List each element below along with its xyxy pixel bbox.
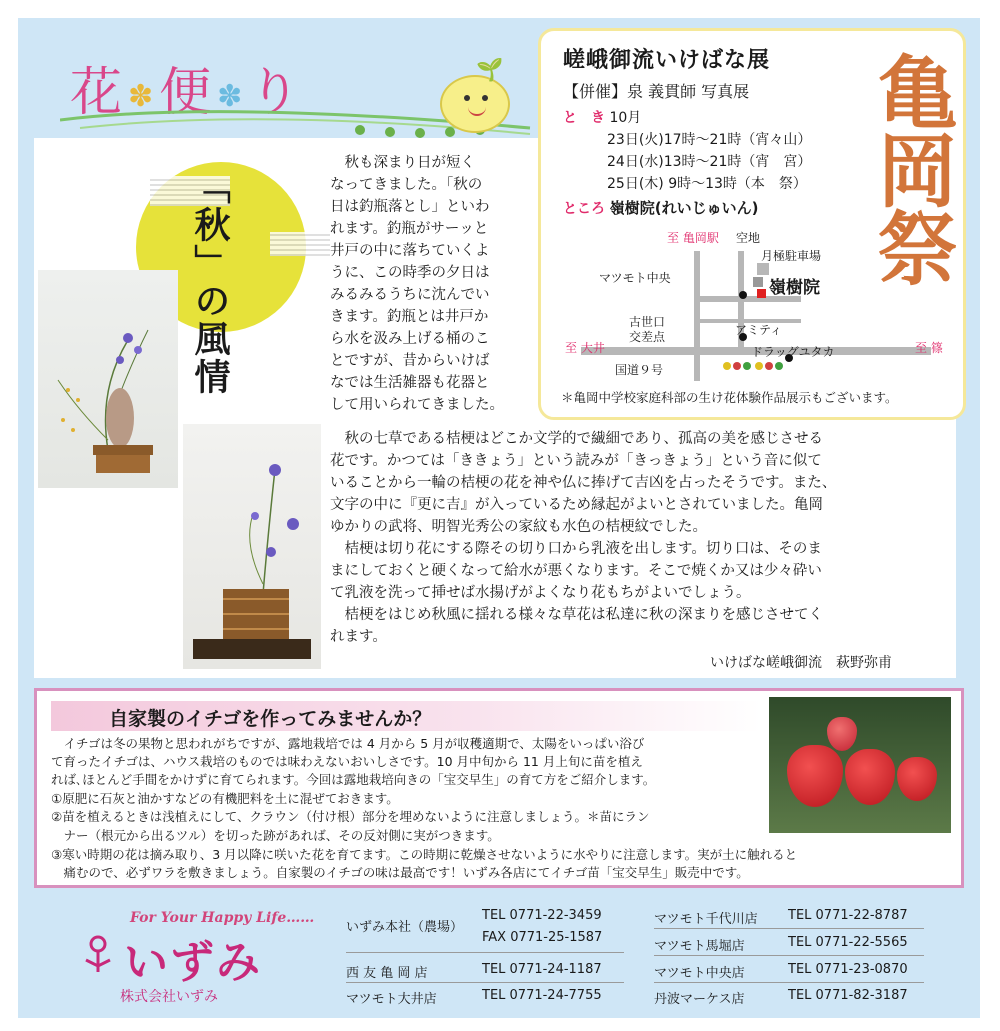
shop-tel: TEL 0771-24-7755 bbox=[482, 988, 602, 1003]
title-char-1: 花 bbox=[70, 63, 129, 123]
strawberry-line: て育ったイチゴは、ハウス栽培のものでは味わえないおいしさです。10 月中旬から 11 月上旬に苗を植え bbox=[51, 754, 643, 769]
article-line: 桔梗をはじめ秋風に揺れる様々な草花は私達に秋の深まりを感じさせてく bbox=[330, 607, 823, 623]
flower-star-icon: ✽ bbox=[128, 79, 160, 114]
strawberry-line: ①原肥に石灰と油かすなどの有機肥料を土に混ぜておきます。 bbox=[51, 791, 399, 806]
map-parking-label: 月極駐車場 bbox=[761, 249, 822, 263]
title-char-3: り bbox=[248, 63, 307, 123]
map-crossing-label: 交差点 bbox=[629, 330, 666, 344]
article-line: なでは生活雑器も花器と bbox=[330, 375, 490, 391]
shop-tel: TEL 0771-22-5565 bbox=[788, 935, 908, 950]
event-date: 24日(水)13時～21時（宵 宮） bbox=[607, 154, 812, 170]
where-label: ところ bbox=[563, 201, 605, 217]
article-line: て乳液を洗って挿せば水揚げがよくなり花もちがよいでしょう。 bbox=[330, 585, 751, 601]
event-note: ＊亀岡中学校家庭科部の生け花体験作品展示もございます。 bbox=[561, 390, 898, 405]
event-box bbox=[538, 28, 966, 420]
shop-fax: FAX 0771-25-1587 bbox=[482, 930, 603, 945]
map-right-label: 至 篠 bbox=[915, 341, 943, 355]
article-line: して用いられてきました。 bbox=[330, 397, 504, 413]
ikebana-photo-2 bbox=[183, 424, 321, 669]
shop-name: マツモト馬堀店 bbox=[654, 939, 745, 954]
article-line: 井戸の中に落ちていくよ bbox=[330, 243, 490, 259]
article-signature: いけばな嵯峨御流 萩野弥甫 bbox=[710, 655, 892, 671]
event-title: 嵯峨御流いけばな展 bbox=[563, 48, 771, 73]
map-amity-label: アミティ bbox=[735, 323, 783, 337]
article-line: いることから一輪の桔梗の花を神や仏に捧げて吉凶を占ったそうです。また、 bbox=[330, 475, 837, 491]
article-line: れます。釣瓶がサーッと bbox=[330, 221, 489, 237]
strawberry-line: ナー（根元から出るツル）を切った跡があれば、その反対側に実がつきます。 bbox=[51, 828, 500, 843]
shop-tel: TEL 0771-22-8787 bbox=[788, 908, 908, 923]
article-line: 秋の七草である桔梗はどこか文学的で繊細であり、孤高の美を感じさせる bbox=[330, 431, 823, 447]
strawberry-heading-band bbox=[51, 701, 761, 731]
ikebana-photo-1 bbox=[38, 270, 178, 488]
festival-title: 亀岡祭 bbox=[864, 51, 958, 285]
logo-text: いずみ bbox=[124, 937, 262, 988]
event-month: 10月 bbox=[609, 110, 642, 126]
newsletter-header bbox=[30, 30, 530, 140]
shop-name: 西 友 亀 岡 店 bbox=[346, 966, 428, 981]
event-where bbox=[563, 197, 759, 218]
map-drugstore-label: ドラッグユタカ bbox=[751, 345, 835, 359]
article-line: きます。釣瓶とは井戸か bbox=[330, 309, 489, 325]
article-line: れます。 bbox=[330, 629, 387, 645]
map-station-label: 至 亀岡駅 bbox=[667, 231, 719, 245]
article-line: みるみるうちに沈んでい bbox=[330, 287, 490, 303]
shop-name: 丹波マーケス店 bbox=[654, 992, 745, 1007]
flower-star-icon: ✽ bbox=[217, 79, 249, 114]
map-matsumoto-label: マツモト中央 bbox=[599, 271, 671, 285]
strawberry-line: れば､ほとんど手間をかけずに育てられます。今回は露地栽培向きの「宝交早生」の育て方をご紹介します。 bbox=[51, 772, 656, 787]
shop-name: マツモト大井店 bbox=[346, 992, 437, 1007]
article-line: 日は釣瓶落とし」といわ bbox=[330, 199, 490, 215]
strawberry-title: 自家製のイチゴを作ってみませんか？ bbox=[109, 708, 432, 730]
article-title: 「秋」の風情 bbox=[189, 168, 230, 396]
article-line: 秋も深まり日が短く bbox=[330, 155, 475, 171]
map-crossing-label: 古世口 bbox=[629, 315, 666, 329]
event-venue: 嶺樹院(れいじゅいん) bbox=[609, 199, 759, 217]
shop-tel: TEL 0771-24-1187 bbox=[482, 962, 602, 977]
strawberry-photo bbox=[769, 697, 951, 833]
map-route-label: 国道９号 bbox=[615, 363, 664, 377]
sprout-icon: 🌱 bbox=[476, 58, 504, 83]
article-text-wide bbox=[330, 428, 945, 648]
shop-tel: TEL 0771-23-0870 bbox=[788, 962, 908, 977]
article-line: まにしておくと硬くなって給水が悪くなります。そこで焼くか又は少々砕い bbox=[330, 563, 822, 579]
event-date: 23日(火)17時～21時（宵々山） bbox=[607, 132, 812, 148]
logo-mark-icon bbox=[80, 934, 116, 974]
article-line: 花です。かつては「ききょう」という読みが「きっきょう」という音に似て bbox=[330, 453, 822, 469]
strawberry-line: ③寒い時期の花は摘み取り、3 月以降に咲いた花を育てます。この時期に乾燥させないように水やりに注意します。実が土に触れると bbox=[51, 847, 798, 862]
event-date: 25日(木) 9時～13時（本 祭） bbox=[607, 176, 807, 192]
article-text-column bbox=[330, 152, 536, 416]
logo-tagline: For Your Happy Life…… bbox=[130, 910, 315, 926]
map-venue-label: 嶺樹院 bbox=[769, 278, 820, 298]
strawberry-line: イチゴは冬の果物と思われがちですが、露地栽培では 4 月から 5 月が収穫適期で、太陽をいっぱい浴び bbox=[51, 736, 645, 751]
article-line: なってきました。「秋の bbox=[330, 177, 483, 193]
map-vacant-label: 空地 bbox=[736, 231, 761, 245]
shop-name: マツモト中央店 bbox=[654, 966, 745, 981]
cloud-decoration bbox=[270, 232, 330, 256]
map-left-label: 至 大井 bbox=[565, 341, 605, 355]
article-line: 桔梗は切り花にする際その切り口から乳液を出します。切り口は、そのま bbox=[330, 541, 822, 557]
strawberry-line: 痛むので、必ずワラを敷きましょう。自家製のイチゴの味は最高です！いずみ各店にてイチゴ苗「宝交早生」販売中です。 bbox=[51, 865, 749, 880]
article-line: うに、この時季の夕日は bbox=[330, 265, 490, 281]
strawberry-section bbox=[34, 688, 964, 888]
event-subtitle: 【併催】泉 義貫師 写真展 bbox=[563, 82, 750, 101]
article-line: 文字の中に『更に吉』が入っているため縁起がよいとされていました。亀岡 bbox=[330, 497, 823, 513]
company-name: 株式会社いずみ bbox=[120, 989, 218, 1005]
shop-name: マツモト千代川店 bbox=[654, 912, 758, 927]
mascot-icon bbox=[440, 75, 510, 133]
shop-tel: TEL 0771-22-3459 bbox=[482, 908, 602, 923]
shop-name: いずみ本社（農場） bbox=[346, 920, 464, 935]
article-line: ゆかりの武将、明智光秀公の家紋も水色の桔梗紋でした。 bbox=[330, 519, 707, 535]
title-char-2: 便 bbox=[159, 63, 218, 123]
shop-tel: TEL 0771-82-3187 bbox=[788, 988, 908, 1003]
article-line: とですが、昔からいけば bbox=[330, 353, 490, 369]
when-label: と き bbox=[563, 110, 605, 126]
event-when bbox=[563, 107, 641, 127]
article-line: ら水を汲み上げる桶のこ bbox=[330, 331, 490, 347]
strawberry-line: ②苗を植えるときは浅植えにして、クラウン（付け根）部分を埋めないように注意しましょう。＊苗にラン bbox=[51, 809, 650, 824]
